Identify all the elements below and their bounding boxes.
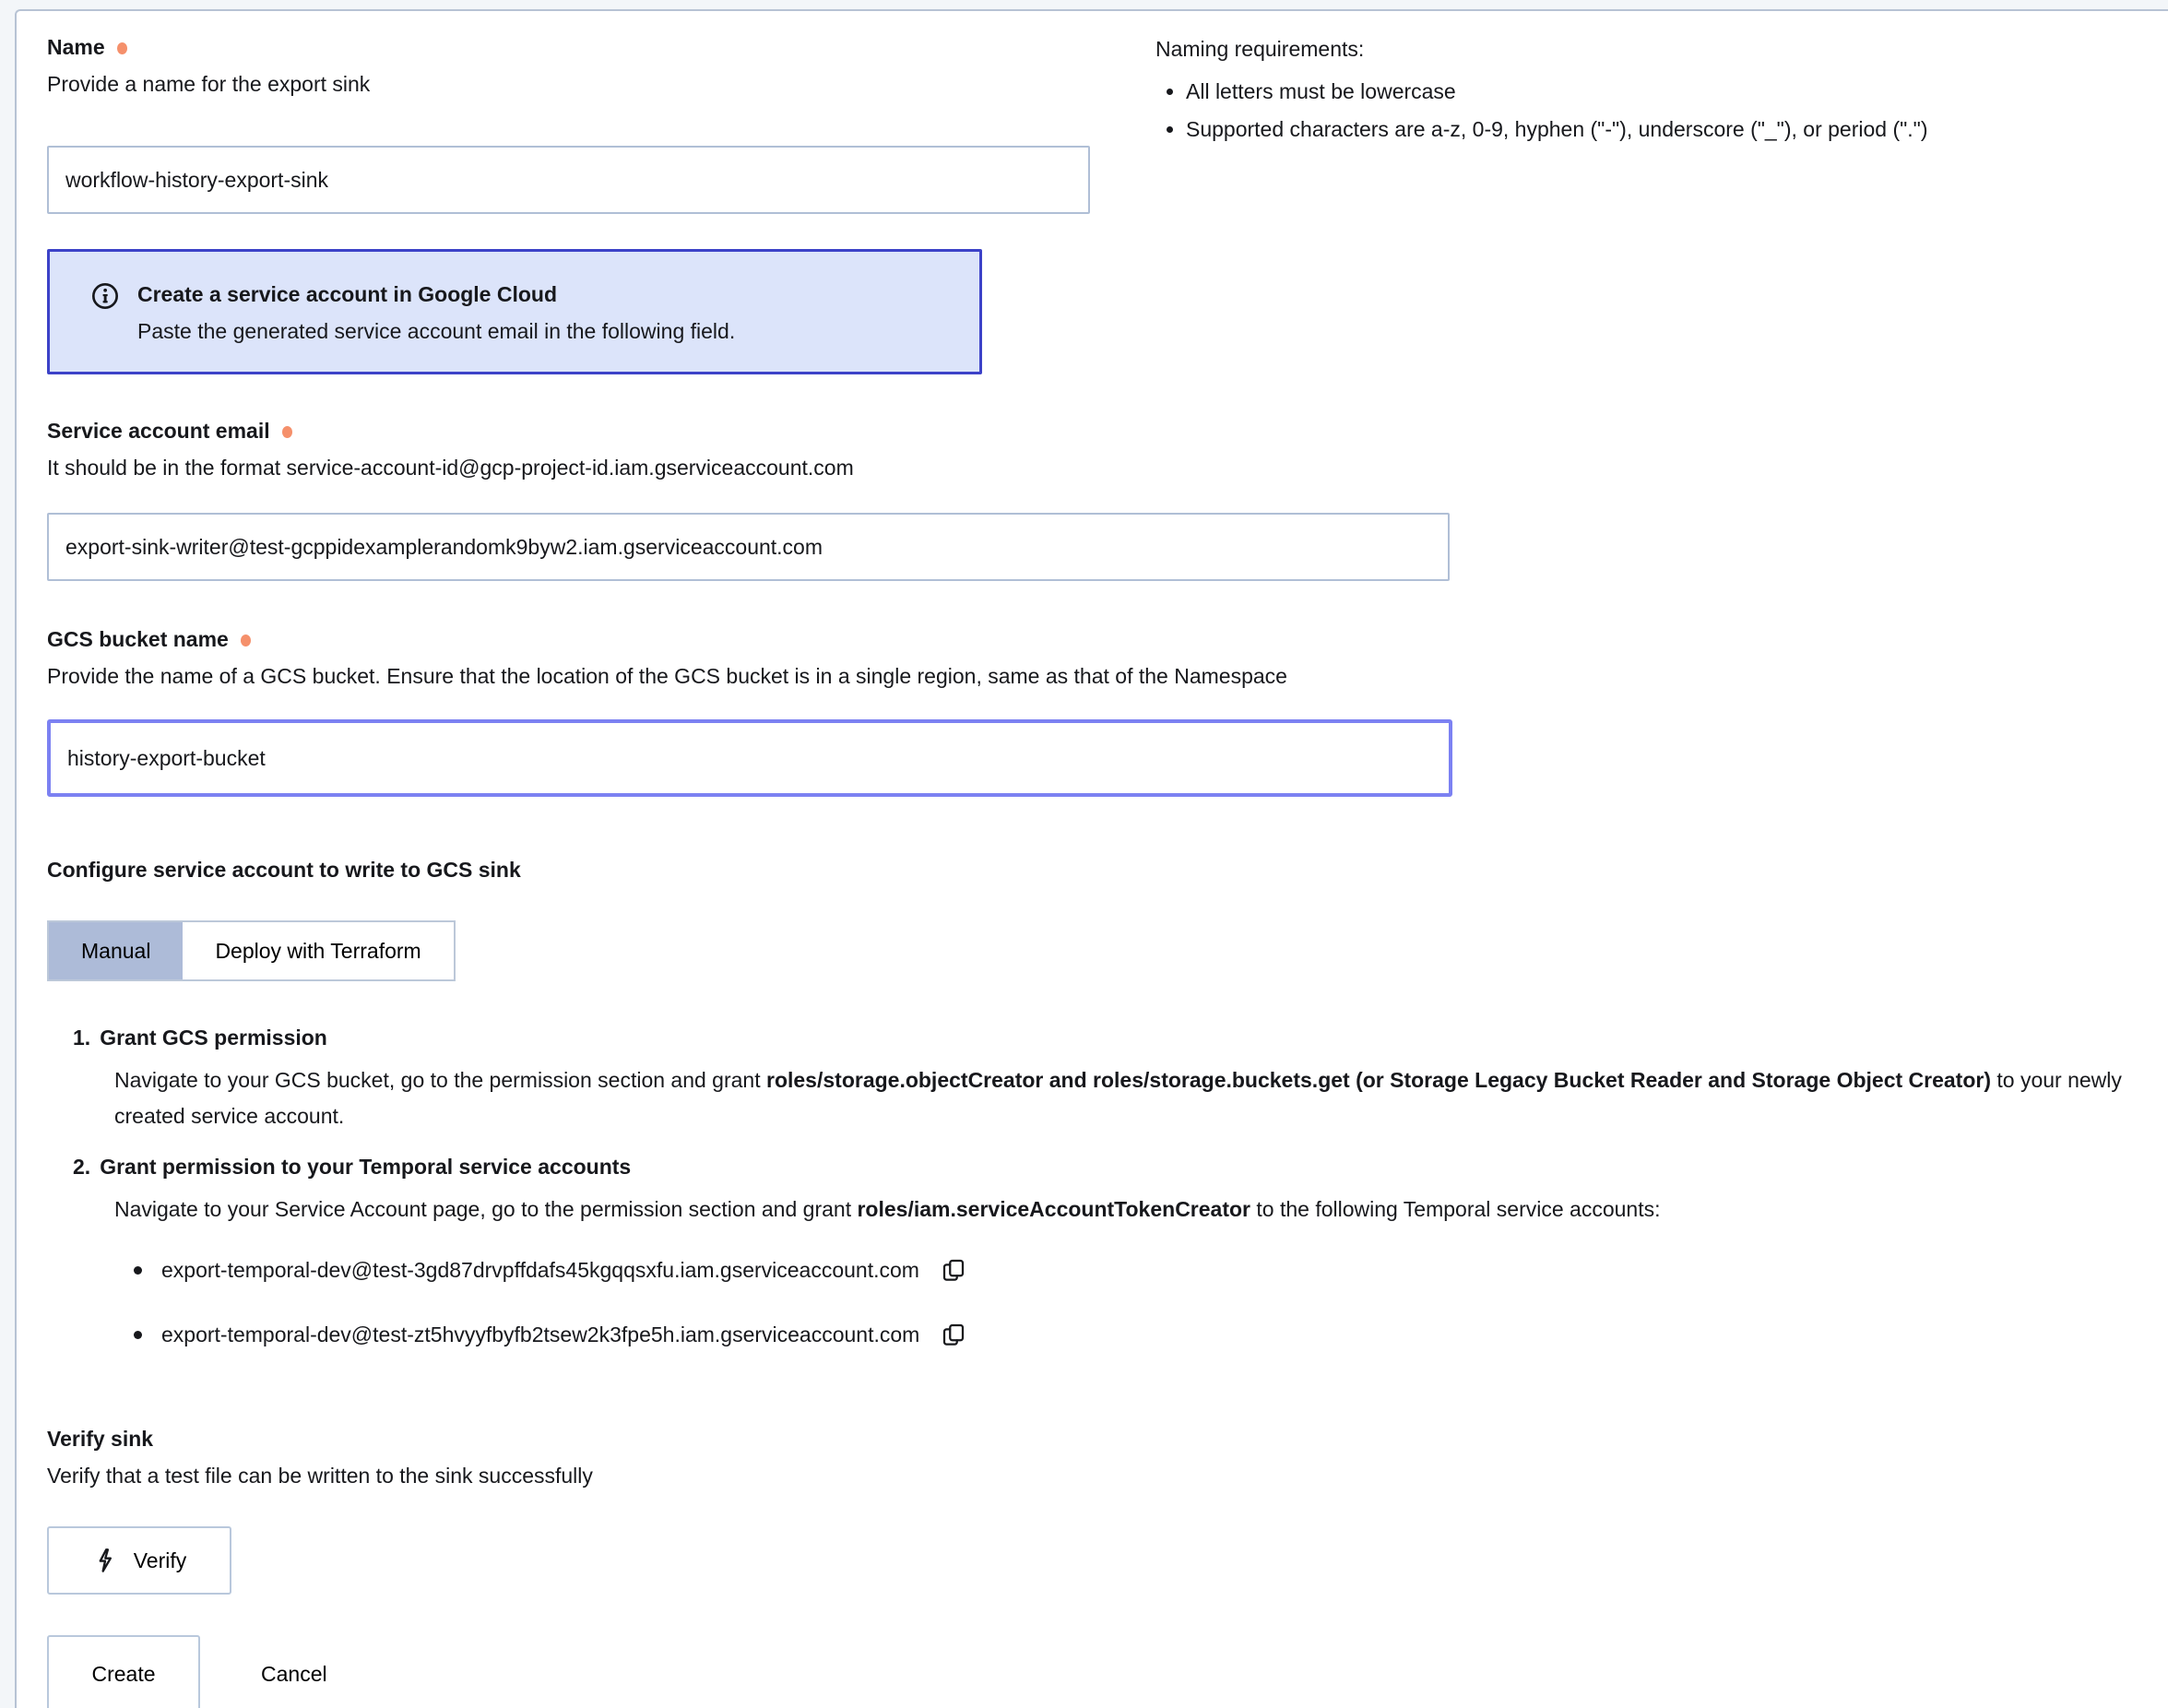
zap-icon <box>92 1548 118 1573</box>
naming-requirement-item: • Supported characters are a-z, 0-9, hyphen ("-"), underscore ("_"), or period (".") <box>1186 115 1928 143</box>
verify-sink-title: Verify sink <box>47 1427 154 1451</box>
step-2-title: 2. Grant permission to your Temporal service accounts <box>73 1155 632 1179</box>
naming-requirements-title: Naming requirements: <box>1155 37 1365 61</box>
copy-icon <box>940 1256 967 1284</box>
naming-requirements <box>1155 33 1928 214</box>
required-dot-icon <box>117 42 127 54</box>
info-banner-description: Paste the generated service account email in the following field. <box>137 319 736 343</box>
configure-method-tabs <box>47 920 456 981</box>
step-2-description: Navigate to your Service Account page, go to the permission section and grant roles/iam.serviceAccountTokenCreator to the following Temporal service accounts: <box>114 1197 1661 1221</box>
naming-requirement-item: • All letters must be lowercase <box>1186 77 1928 105</box>
gcs-bucket-name-description: Provide the name of a GCS bucket. Ensure that the location of the GCS bucket is in a single region, same as that of the Namespace <box>47 664 1287 688</box>
tab-manual[interactable]: Manual <box>49 922 183 979</box>
service-account-email-input[interactable] <box>47 513 1450 581</box>
cancel-button[interactable]: Cancel <box>261 1661 327 1686</box>
list-item <box>134 1251 2131 1288</box>
step-1-title: 1. Grant GCS permission <box>73 1026 327 1050</box>
gcs-bucket-name-input[interactable] <box>47 719 1452 797</box>
verify-button[interactable]: Verify <box>47 1526 231 1595</box>
step-1-description: Navigate to your GCS bucket, go to the permission section and grant roles/storage.objectCreator and roles/storage.buckets.get (or Storage Legacy Bucket Reader and Storage Object Creator) to your newly created service account. <box>114 1068 2122 1128</box>
info-banner <box>47 249 982 374</box>
info-banner-title: Create a service account in Google Cloud <box>137 282 558 306</box>
form-actions <box>47 1635 2131 1708</box>
required-dot-icon <box>241 635 251 646</box>
name-input[interactable] <box>47 146 1090 214</box>
list-item <box>134 1316 2131 1353</box>
name-field-label <box>47 33 1117 61</box>
gcs-bucket-name-label <box>47 625 2131 653</box>
temporal-service-account-email: export-temporal-dev@test-zt5hvyyfbyfb2tsew2k3fpe5h.iam.gserviceaccount.com <box>161 1322 920 1346</box>
copy-icon <box>940 1321 967 1348</box>
service-account-label-text: Service account email <box>47 419 270 443</box>
gcs-bucket-label-text: GCS bucket name <box>47 627 229 651</box>
verify-sink-description: Verify that a test file can be written to the sink successfully <box>47 1464 593 1488</box>
temporal-service-account-list <box>134 1251 2131 1353</box>
required-dot-icon <box>282 426 292 438</box>
service-account-email-label <box>47 417 2131 445</box>
configure-section-title: Configure service account to write to GCS sink <box>47 858 521 882</box>
export-sink-form-panel <box>15 9 2168 1708</box>
step-1-number: 1. <box>73 1026 91 1050</box>
copy-button[interactable] <box>940 1321 967 1348</box>
name-label-text: Name <box>47 35 105 59</box>
name-field-description: Provide a name for the export sink <box>47 72 371 96</box>
bullet-icon <box>134 1331 142 1339</box>
info-icon <box>90 281 120 346</box>
tab-deploy-with-terraform[interactable]: Deploy with Terraform <box>183 922 453 979</box>
create-button[interactable]: Create <box>47 1635 200 1708</box>
manual-steps <box>73 1022 2131 1353</box>
service-account-email-description: It should be in the format service-account-id@gcp-project-id.iam.gserviceaccount.com <box>47 456 854 480</box>
step-2-number: 2. <box>73 1155 91 1179</box>
copy-button[interactable] <box>940 1256 967 1284</box>
temporal-service-account-email: export-temporal-dev@test-3gd87drvpffdafs45kgqqsxfu.iam.gserviceaccount.com <box>161 1257 919 1282</box>
bullet-icon <box>134 1266 142 1275</box>
